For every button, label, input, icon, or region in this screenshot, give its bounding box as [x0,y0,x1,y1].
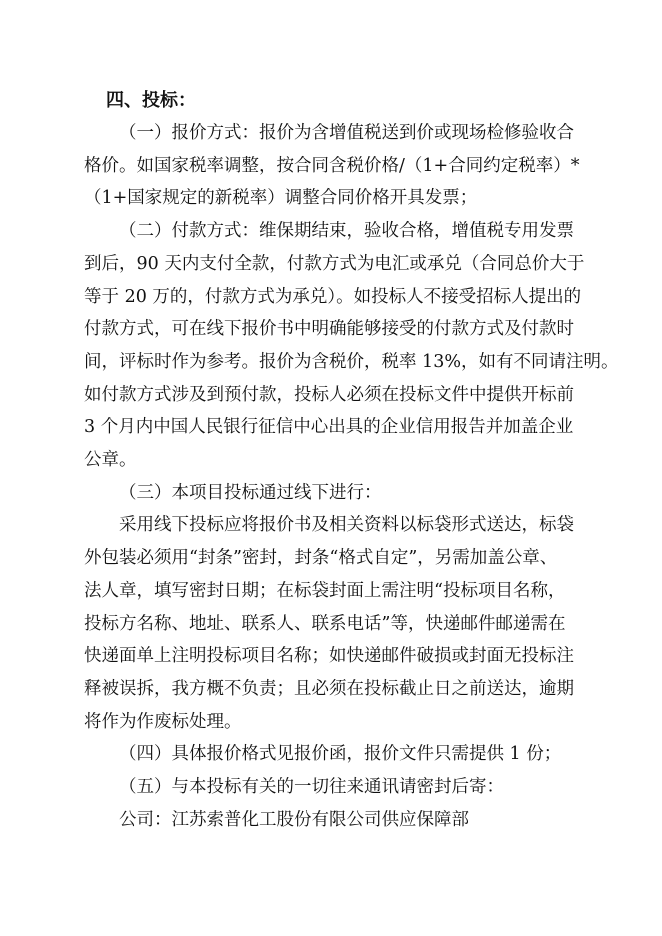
text-line: 付款方式，可在线下报价书中明确能够接受的付款方式及付款时 [84,319,574,340]
text-line: 间，评标时作为参考。报价为含税价，税率 13%，如有不同请注明。 [84,351,619,372]
text-line: 投标方名称、地址、联系人、联系电话”等，快递邮件邮递需在 [84,613,566,634]
text-line: 释被误拆，我方概不负责；且必须在投标截止日之前送达，逾期 [84,678,574,699]
text-line: 法人章，填写密封日期；在标袋封面上需注明“投标项目名称， [84,580,566,601]
text-line: 采用线下投标应将报价书及相关资料以标袋形式送达，标袋 [119,515,574,536]
paragraph-payment-method [84,215,619,477]
text-line: 将作为作废标处理。 [84,711,242,732]
text-line: （三）本项目投标通过线下进行： [119,482,382,503]
text-line: 快递面单上注明投标项目名称；如快递邮件破损或封面无投标注 [84,646,574,667]
paragraph-correspondence [84,771,584,804]
text-line: （一）报价方式：报价为含增值税送到价或现场检修验收合 [119,123,574,143]
text-line: 3 个月内中国人民银行征信中心出具的企业信用报告并加盖企业 [84,417,574,438]
text-line: 如付款方式涉及到预付款，投标人必须在投标文件中提供开标前 [84,384,574,405]
text-line: 格价。如国家税率调整，按合同含税价格/（1+合同约定税率）* [84,155,580,176]
text-line: 等于 20 万的，付款方式为承兑）。如投标人不接受招标人提出的 [84,286,582,307]
paragraph-quotation-format [84,738,584,771]
paragraph-offline-bidding [84,477,584,510]
text-line: 公章。 [84,450,137,471]
text-line: 外包装必须用“封条”密封，封条“格式自定”，另需加盖公章、 [84,548,558,569]
paragraph-sealing-requirements [84,509,584,738]
text-line: 到后，90 天内支付全款，付款方式为电汇或承兑（合同总价大于 [84,253,585,274]
paragraph-company [84,804,584,837]
document-body [84,117,619,836]
text-line: （四）具体报价格式见报价函，报价文件只需提供 1 份； [119,744,562,765]
section-heading: 四、投标： [106,90,196,111]
text-line: （五）与本投标有关的一切往来通讯请密封后寄： [119,777,504,798]
text-line: 公司：江苏索普化工股份有限公司供应保障部 [119,809,469,830]
text-line: （1+国家规定的新税率）调整合同价格开具发票； [84,188,478,209]
paragraph-quotation-method [84,117,584,215]
text-line: （二）付款方式：维保期结束，验收合格，增值税专用发票 [119,221,574,242]
